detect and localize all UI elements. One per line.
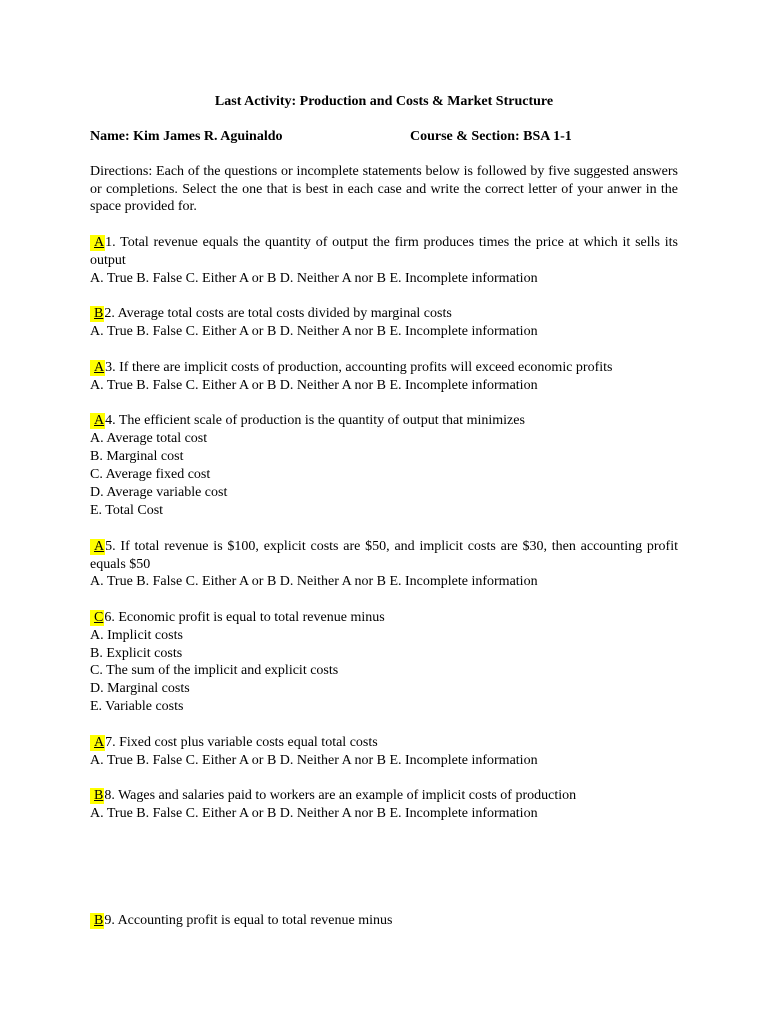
question-text: 1. Total revenue equals the quantity of output the firm produces times the price at which it sells its output — [90, 235, 678, 268]
question-6-option-d: D. Marginal costs — [90, 681, 190, 696]
question-text: 8. Wages and salaries paid to workers are an example of implicit costs of production — [104, 788, 577, 803]
question-5 — [90, 538, 678, 573]
question-text: 2. Average total costs are total costs divided by marginal costs — [104, 306, 452, 321]
question-4-option-c: C. Average fixed cost — [90, 467, 211, 482]
question-6-option-e: E. Variable costs — [90, 699, 184, 714]
question-8 — [90, 787, 678, 805]
question-5-choices: A. True B. False C. Either A or B D. Neither A nor B E. Incomplete information — [90, 574, 538, 589]
question-4-option-a: A. Average total cost — [90, 431, 208, 446]
answer-highlight: B — [90, 306, 104, 322]
answer-highlight: A — [90, 413, 105, 429]
question-text: 6. Economic profit is equal to total revenue minus — [104, 610, 385, 625]
answer-highlight: A — [90, 360, 105, 376]
question-2 — [90, 305, 678, 323]
question-6 — [90, 609, 678, 627]
question-3-choices: A. True B. False C. Either A or B D. Neither A nor B E. Incomplete information — [90, 378, 538, 393]
question-6-option-a: A. Implicit costs — [90, 628, 183, 643]
question-4-option-d: D. Average variable cost — [90, 485, 228, 500]
document-title: Last Activity: Production and Costs & Market Structure — [214, 94, 554, 109]
answer-highlight: C — [90, 610, 104, 626]
question-7 — [90, 734, 678, 752]
question-1 — [90, 234, 678, 269]
answer-highlight: A — [90, 235, 105, 251]
header-info — [90, 128, 678, 146]
answer-highlight: A — [90, 539, 105, 555]
question-text: 9. Accounting profit is equal to total revenue minus — [104, 913, 393, 928]
question-text: 3. If there are implicit costs of production, accounting profits will exceed economic profits — [105, 360, 613, 375]
question-6-option-b: B. Explicit costs — [90, 646, 183, 661]
answer-highlight: B — [90, 913, 104, 929]
question-3 — [90, 359, 678, 377]
answer-highlight: B — [90, 788, 104, 804]
question-4 — [90, 412, 678, 430]
question-8-choices: A. True B. False C. Either A or B D. Neither A nor B E. Incomplete information — [90, 806, 538, 821]
question-1-choices: A. True B. False C. Either A or B D. Neither A nor B E. Incomplete information — [90, 271, 538, 286]
student-name: Name: Kim James R. Aguinaldo — [90, 129, 283, 144]
question-text: 4. The efficient scale of production is the quantity of output that minimizes — [105, 413, 525, 428]
question-6-option-c: C. The sum of the implicit and explicit costs — [90, 663, 339, 678]
question-text: 5. If total revenue is $100, explicit costs are $50, and implicit costs are $30, then accounting profit equals $50 — [90, 539, 678, 572]
question-2-choices: A. True B. False C. Either A or B D. Neither A nor B E. Incomplete information — [90, 324, 538, 339]
question-4-option-e: E. Total Cost — [90, 503, 164, 518]
question-4-option-b: B. Marginal cost — [90, 449, 184, 464]
answer-highlight: A — [90, 735, 105, 751]
course-section: Course & Section: BSA 1-1 — [410, 129, 572, 144]
directions-text: Directions: Each of the questions or incomplete statements below is followed by five suggested answers or completions. Select the one that is best in each case and write the correct letter of your anwer in the space provided for. — [90, 164, 678, 214]
question-text: 7. Fixed cost plus variable costs equal total costs — [105, 735, 378, 750]
question-7-choices: A. True B. False C. Either A or B D. Neither A nor B E. Incomplete information — [90, 753, 538, 768]
question-9 — [90, 912, 678, 930]
